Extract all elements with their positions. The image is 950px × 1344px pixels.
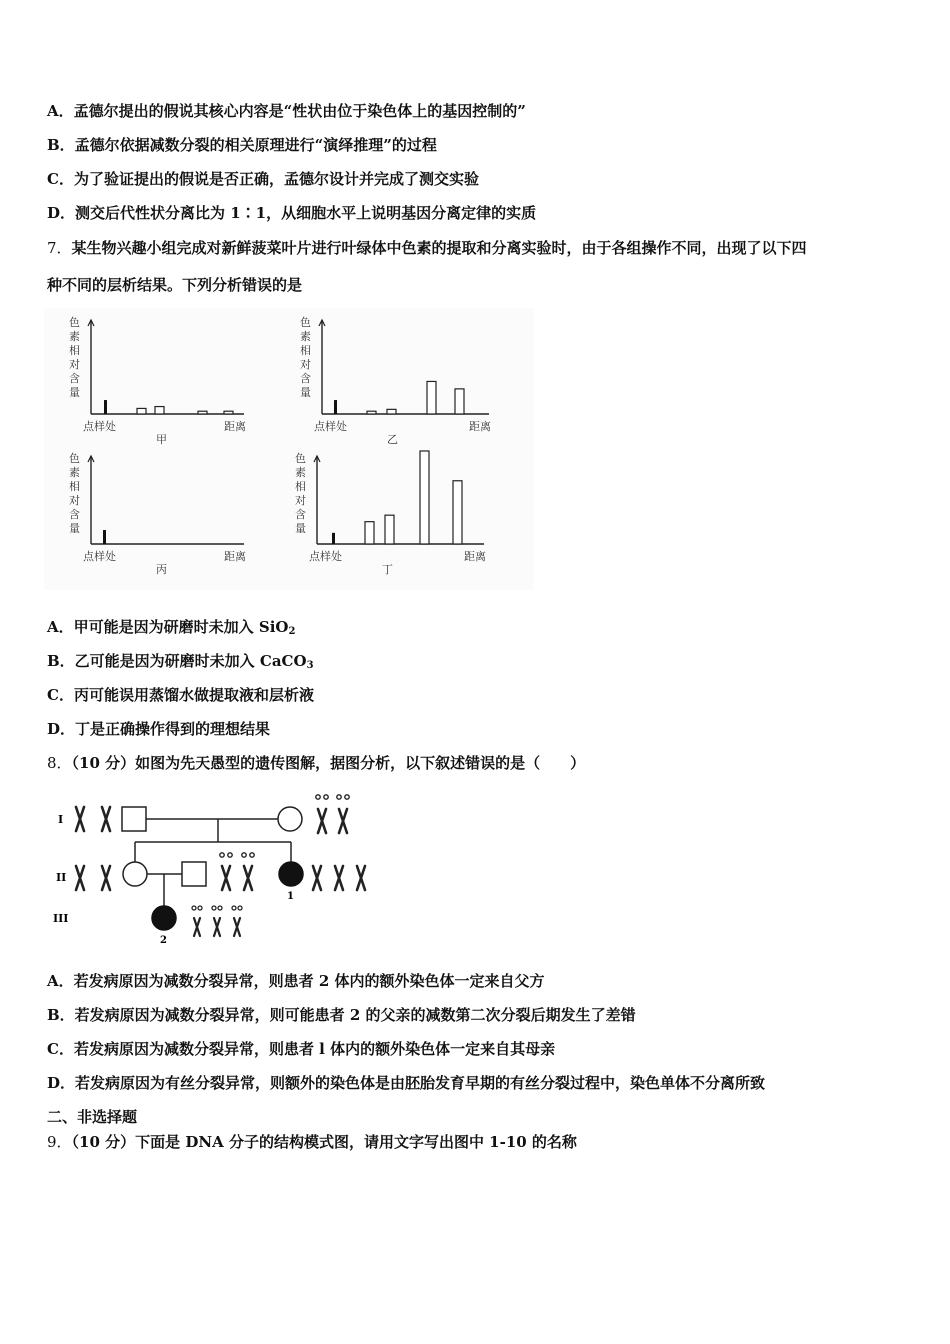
q7-stem-text: 某生物兴趣小组完成对新鲜菠菜叶片进行叶绿体中色素的提取和分离实验时，由于各组操作不同，出现了以下四 xyxy=(71,239,807,257)
chart-3-ylabel-char: 色 xyxy=(69,452,80,465)
chart-1-ylabel-char: 色 xyxy=(69,316,80,329)
chart-3-title: 丙 xyxy=(156,563,167,576)
chart-3-ylabel-char: 含 xyxy=(69,508,80,521)
chart-2-bar-2 xyxy=(367,411,376,414)
q6-option-d: D．测交后代性状分离比为 1∶1，从细胞水平上说明基因分离定律的实质 xyxy=(47,204,537,222)
q7-option-b xyxy=(47,651,314,676)
q7-option-b-text: B．乙可能是因为研磨时未加入 CaCO xyxy=(47,652,307,670)
chart-4-bar-1 xyxy=(332,533,335,544)
q8-stem xyxy=(47,753,585,773)
gen2-daughter-chromosomes xyxy=(76,866,110,890)
q8-number: 8． xyxy=(47,754,72,772)
chart-2-ylabel-char: 量 xyxy=(300,386,311,399)
q6-option-a: A．孟德尔提出的假说其核心内容是“性状由位于染色体上的基因控制的” xyxy=(47,102,526,120)
chromatography-figure xyxy=(44,308,534,590)
chart-4-x-end-label: 距离 xyxy=(464,550,486,563)
gen2-affected-female-circle xyxy=(279,862,303,886)
chart-4-title: 丁 xyxy=(382,563,393,576)
chart-4-ylabel-char: 相 xyxy=(295,480,306,493)
q7-option-a-text: A．甲可能是因为研磨时未加入 SiO xyxy=(47,618,289,636)
chart-2-ylabel-char: 含 xyxy=(300,372,311,385)
chromatography-charts xyxy=(44,308,534,590)
chart-1-bar-5 xyxy=(224,411,233,414)
generation-1-label: I xyxy=(58,813,64,826)
patient-1-label: 1 xyxy=(287,891,294,902)
chart-1-bar-2 xyxy=(137,408,146,414)
q7-option-c: C．丙可能误用蒸馏水做提取液和层析液 xyxy=(47,686,314,704)
generation-2-label: II xyxy=(56,871,67,884)
gen1-mother-circle xyxy=(278,807,302,831)
chart-4-ylabel-char: 量 xyxy=(295,522,306,535)
chart-4-bar-4 xyxy=(420,451,429,544)
patient-2-label: 2 xyxy=(160,935,167,946)
chart-2-ylabel-char: 相 xyxy=(300,344,311,357)
chart-3-ylabel-char: 对 xyxy=(69,494,80,507)
q9-stem xyxy=(47,1132,577,1152)
gen2-husband-square xyxy=(182,862,206,886)
chart-1-bar-4 xyxy=(198,411,207,414)
q9-stem-text: （10 分）下面是 DNA 分子的结构模式图，请用文字写出图中 1-10 的名称 xyxy=(71,1133,577,1151)
chart-2-bar-4 xyxy=(427,381,436,414)
chart-4-ylabel-char: 素 xyxy=(295,466,306,479)
chart-2-ylabel-char: 色 xyxy=(300,316,311,329)
chart-1-ylabel-char: 含 xyxy=(69,372,80,385)
gen1-father-chromosomes xyxy=(76,807,110,831)
q8-option-d: D．若发病原因为有丝分裂异常，则额外的染色体是由胚胎发育早期的有丝分裂过程中，染色单体不分离所致 xyxy=(47,1074,766,1092)
chart-1-ylabel-char: 相 xyxy=(69,344,80,357)
chart-4-bar-3 xyxy=(385,515,394,544)
q8-option-a: A．若发病原因为减数分裂异常，则患者 2 体内的额外染色体一定来自父方 xyxy=(47,972,545,990)
chart-3-ylabel-char: 量 xyxy=(69,522,80,535)
chart-1-title: 甲 xyxy=(156,433,167,446)
q7-stem-line2: 种不同的层析结果。下列分析错误的是 xyxy=(47,276,303,294)
chart-4-ylabel-char: 对 xyxy=(295,494,306,507)
gen1-father-square xyxy=(122,807,146,831)
patient-2-chromosomes xyxy=(192,900,242,936)
chart-2-x-start-label: 点样处 xyxy=(314,420,347,433)
q6-option-b: B．孟德尔依据减数分裂的相关原理进行“演绎推理”的过程 xyxy=(47,136,437,154)
q6-option-c: C．为了验证提出的假说是否正确，孟德尔设计并完成了测交实验 xyxy=(47,170,479,188)
q7-option-a xyxy=(47,617,295,642)
q7-option-d: D．丁是正确操作得到的理想结果 xyxy=(47,720,271,738)
chart-2-bar-5 xyxy=(455,389,464,414)
chart-2-ylabel-char: 素 xyxy=(300,330,311,343)
q8-option-c: C．若发病原因为减数分裂异常，则患者 l 体内的额外染色体一定来自其母亲 xyxy=(47,1040,556,1058)
chart-2-x-end-label: 距离 xyxy=(469,420,491,433)
q7-option-a-sub: 2 xyxy=(288,626,296,637)
q7-number: 7． xyxy=(47,239,72,257)
chart-1-bar-1 xyxy=(104,400,107,414)
pedigree-diagram xyxy=(50,784,385,950)
q7-option-b-sub: 3 xyxy=(306,660,314,671)
chart-3-ylabel-char: 素 xyxy=(69,466,80,479)
chart-4-ylabel-char: 含 xyxy=(295,508,306,521)
chart-1-ylabel-char: 量 xyxy=(69,386,80,399)
pedigree-figure xyxy=(50,784,385,950)
chart-1-x-start-label: 点样处 xyxy=(83,420,116,433)
chart-3-x-start-label: 点样处 xyxy=(83,550,116,563)
chart-1-ylabel-char: 素 xyxy=(69,330,80,343)
gen2-husband-chromosomes xyxy=(220,853,254,890)
chart-1-ylabel-char: 对 xyxy=(69,358,80,371)
gen1-mother-chromosomes xyxy=(316,795,349,833)
chart-2-bar-3 xyxy=(387,409,396,414)
patient-1-chromosomes xyxy=(313,866,365,890)
q8-option-b: B．若发病原因为减数分裂异常，则可能患者 2 的父亲的减数第二次分裂后期发生了差错 xyxy=(47,1006,636,1024)
q8-stem-text: （10 分）如图为先天愚型的遗传图解，据图分析，以下叙述错误的是（ ） xyxy=(71,754,586,772)
chart-3-x-end-label: 距离 xyxy=(224,550,246,563)
chart-4-x-start-label: 点样处 xyxy=(309,550,342,563)
gen3-affected-female-circle xyxy=(152,906,176,930)
chart-2-ylabel-char: 对 xyxy=(300,358,311,371)
q7-stem-line1 xyxy=(47,238,807,258)
chart-3-ylabel-char: 相 xyxy=(69,480,80,493)
chart-2-title: 乙 xyxy=(387,433,398,446)
chart-3-bar-1 xyxy=(103,530,106,544)
section-2-heading: 二、非选择题 xyxy=(47,1108,138,1126)
chart-4-bar-2 xyxy=(365,522,374,544)
chart-4-ylabel-char: 色 xyxy=(295,452,306,465)
chart-1-x-end-label: 距离 xyxy=(224,420,246,433)
chart-4-bar-5 xyxy=(453,481,462,544)
generation-3-label: III xyxy=(53,912,69,925)
chart-2-bar-1 xyxy=(334,400,337,414)
chart-1-bar-3 xyxy=(155,407,164,414)
gen2-daughter-circle xyxy=(123,862,147,886)
q9-number: 9． xyxy=(47,1133,72,1151)
